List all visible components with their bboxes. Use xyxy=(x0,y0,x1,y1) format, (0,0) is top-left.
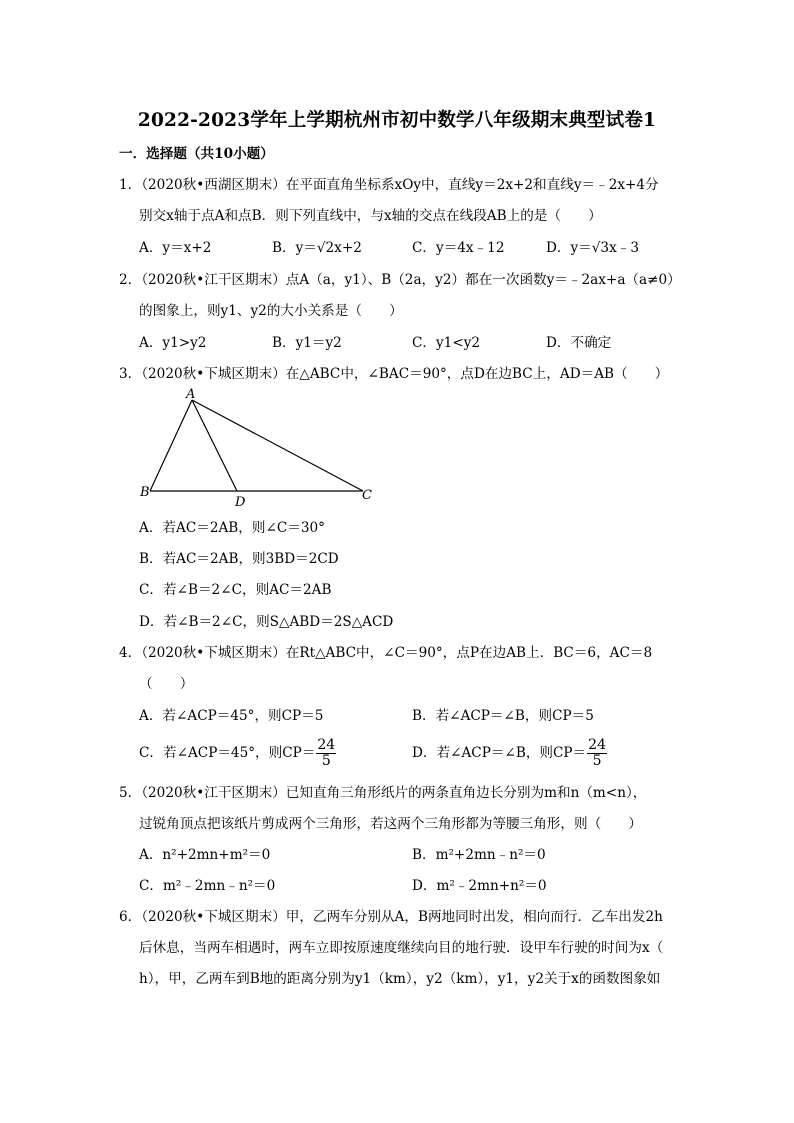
q2-option-c: C．y1<y2 xyxy=(412,335,481,351)
q2-stem-line1: 2．（2020秋•江干区期末）点A（a，y1）、B（2a，y2）都在一次函数y＝﹣2ax+a（a≠0） xyxy=(119,272,681,288)
q4-option-d-fraction xyxy=(587,738,607,769)
q2-option-b: B．y1＝y2 xyxy=(272,335,342,351)
q1-stem-line1: 1．（2020秋•西湖区期末）在平面直角坐标系xOy中，直线y＝2x+2和直线y＝﹣2x+4分 xyxy=(119,177,659,193)
q3-option-c: C．若∠B＝2∠C，则AC＝2AB xyxy=(139,582,332,598)
page-title: 2022-2023学年上学期杭州市初中数学八年级期末典型试卷1 xyxy=(137,110,657,131)
q5-stem-line1: 5．（2020秋•江干区期末）已知直角三角形纸片的两条直角边长分别为m和n（m<n）， xyxy=(119,785,647,801)
q4-option-b: B．若∠ACP＝∠B，则CP＝5 xyxy=(412,708,594,724)
label-a: A xyxy=(186,387,196,402)
q3-stem: 3．（2020秋•下城区期末）在△ABC中，∠BAC＝90°，点D在边BC上，AD＝AB（ ） xyxy=(119,366,669,382)
q4-option-c-fraction xyxy=(316,738,336,769)
section-heading: 一．选择题（共10小题） xyxy=(119,146,274,162)
q1-option-c: C．y＝4x﹣12 xyxy=(412,240,505,256)
q5-option-a: A．n²+2mn+m²＝0 xyxy=(139,847,271,863)
label-b: B xyxy=(140,485,150,500)
fraction-numerator: 24 xyxy=(588,737,606,753)
q5-option-b: B．m²+2mn﹣n²＝0 xyxy=(412,847,546,863)
q3-triangle-figure xyxy=(130,388,390,516)
q4-option-c-text: C．若∠ACP＝45°，则CP＝ xyxy=(139,745,316,761)
q4-option-d-text: D．若∠ACP＝∠B，则CP＝ xyxy=(412,745,587,761)
q6-stem-line1: 6．（2020秋•下城区期末）甲，乙两车分别从A，B两地同时出发，相向而行．乙车出发2h xyxy=(119,909,663,925)
q3-option-a: A．若AC＝2AB，则∠C＝30° xyxy=(139,520,325,536)
q5-option-d: D．m²﹣2mn+n²＝0 xyxy=(412,878,547,894)
fraction-denominator: 5 xyxy=(592,753,602,769)
q2-stem-line2: 的图象上，则y1、y2的大小关系是（ ） xyxy=(139,303,403,319)
q3-option-b: B．若AC＝2AB，则3BD＝2CD xyxy=(139,551,339,567)
segment-ad xyxy=(192,400,237,491)
label-c: C xyxy=(362,488,372,503)
q6-stem-line3: h），甲，乙两车到B地的距离分别为y1（km），y2（km），y1，y2关于x的函数图象如 xyxy=(139,971,661,987)
q4-option-c xyxy=(139,736,336,770)
segment-ab xyxy=(150,400,192,491)
q2-option-a: A．y1>y2 xyxy=(139,335,207,351)
q4-stem-line2: （ ） xyxy=(139,676,194,692)
q1-option-d: D．y＝√3x﹣3 xyxy=(546,240,639,256)
q4-option-a: A．若∠ACP＝45°，则CP＝5 xyxy=(139,708,324,724)
q4-option-d xyxy=(412,736,607,770)
q6-stem-line2: 后休息，当两车相遇时，两车立即按原速度继续向目的地行驶．设甲车行驶的时间为x（ xyxy=(139,940,664,956)
q2-option-d: D．不确定 xyxy=(546,335,612,351)
segment-ac xyxy=(192,400,363,491)
q5-option-c: C．m²﹣2mn﹣n²＝0 xyxy=(139,878,276,894)
q1-stem-line2: 别交x轴于点A和点B．则下列直线中，与x轴的交点在线段AB上的是（ ） xyxy=(139,208,602,224)
fraction-denominator: 5 xyxy=(321,753,331,769)
q3-option-d: D．若∠B＝2∠C，则S△ABD＝2S△ACD xyxy=(139,614,394,630)
q5-stem-line2: 过锐角顶点把该纸片剪成两个三角形，若这两个三角形都为等腰三角形，则（ ） xyxy=(139,816,642,832)
fraction-numerator: 24 xyxy=(317,737,336,753)
q4-stem-line1: 4．（2020秋•下城区期末）在Rt△ABC中，∠C＝90°，点P在边AB上．BC＝6，AC＝8 xyxy=(119,645,653,661)
q1-option-b: B．y＝√2x+2 xyxy=(272,240,362,256)
label-d: D xyxy=(235,495,246,510)
q1-option-a: A．y＝x+2 xyxy=(139,240,212,256)
